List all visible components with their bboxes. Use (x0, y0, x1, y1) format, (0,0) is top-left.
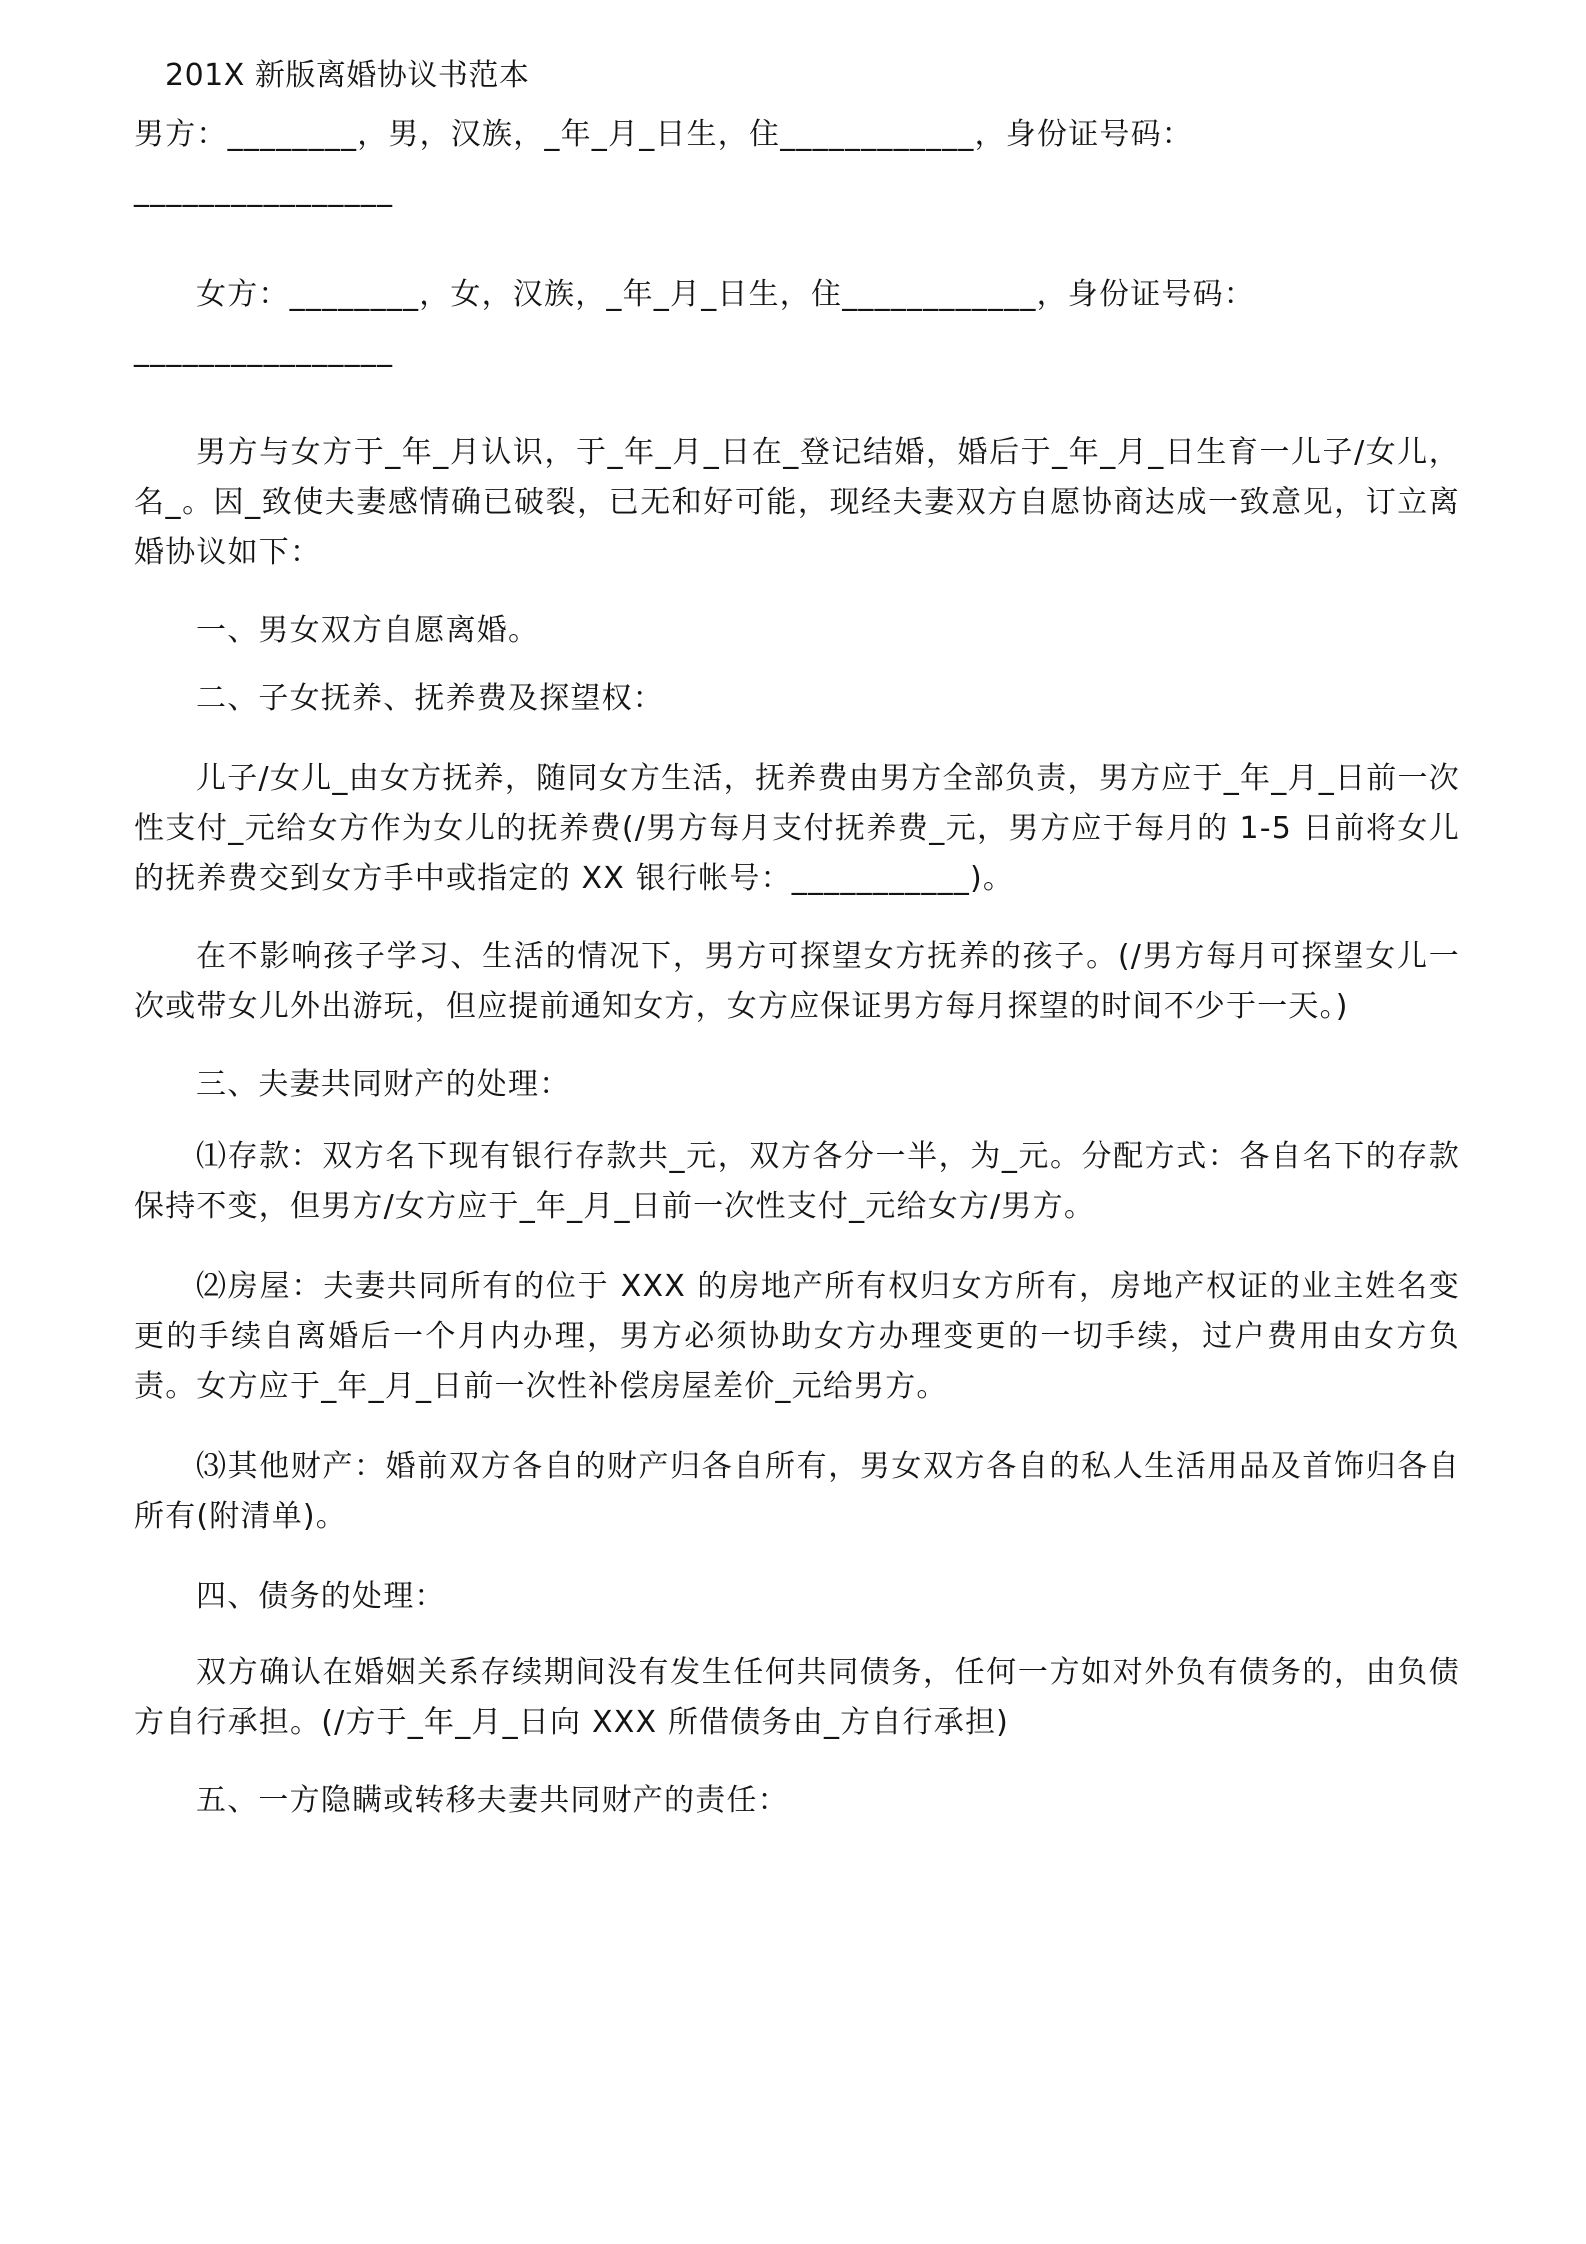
document-title: 201X 新版离婚协议书范本 (165, 58, 530, 93)
section-2-heading: 二、子女抚养、抚养费及探望权： (196, 681, 664, 716)
other-property-paragraph: ⑶其他财产：婚前双方各自的财产归各自所有，男女双方各自的私人生活用品及首饰归各自所有(附清单)。 (134, 1449, 1460, 1534)
child-custody-paragraph: 儿子/女儿_由女方抚养，随同女方生活，抚养费由男方全部负责，男方应于_年_月_日前一次性支付_元给女方作为女儿的抚养费(/男方每月支付抚养费_元，男方应于每月的 1-5 日前将女儿的抚养费交到女方手中或指定的 XX 银行帐号：___________)。 (134, 761, 1460, 896)
debt-paragraph: 双方确认在婚姻关系存续期间没有发生任何共同债务，任何一方如对外负有债务的，由负债方自行承担。(/方于_年_月_日向 XXX 所借债务由_方自行承担) (134, 1655, 1460, 1740)
marriage-background-paragraph: 男方与女方于_年_月认识，于_年_月_日在_登记结婚，婚后于_年_月_日生育一儿子/女儿，名_。因_致使夫妻感情确已破裂，已无和好可能，现经夫妻双方自愿协商达成一致意见，订立离婚协议如下： (134, 435, 1460, 570)
section-5-heading: 五、一方隐瞒或转移夫妻共同财产的责任： (196, 1783, 789, 1818)
husband-id-number-blank: ________________ (134, 173, 394, 208)
document-body (134, 110, 1460, 1826)
housing-paragraph: ⑵房屋：夫妻共同所有的位于 XXX 的房地产所有权归女方所有，房地产权证的业主姓名变更的手续自离婚后一个月内办理，男方必须协助女方办理变更的一切手续，过户费用由女方负责。女方应于_年_月_日前一次性补偿房屋差价_元给男方。 (134, 1269, 1460, 1404)
savings-paragraph: ⑴存款：双方名下现有银行存款共_元，双方各分一半，为_元。分配方式：各自名下的存款保持不变，但男方/女方应于_年_月_日前一次性支付_元给女方/男方。 (134, 1139, 1460, 1224)
wife-id-number-blank: ________________ (134, 333, 394, 368)
wife-info-line: 女方：________，女，汉族，_年_月_日生，住____________，身份证号码： (196, 277, 1255, 312)
section-3-heading: 三、夫妻共同财产的处理： (196, 1067, 571, 1102)
section-4-heading: 四、债务的处理： (196, 1579, 446, 1614)
husband-info-line: 男方：________，男，汉族，_年_月_日生，住____________，身份证号码： (134, 117, 1193, 152)
section-1-heading: 一、男女双方自愿离婚。 (196, 613, 540, 648)
visitation-paragraph: 在不影响孩子学习、生活的情况下，男方可探望女方抚养的孩子。(/男方每月可探望女儿一次或带女儿外出游玩，但应提前通知女方，女方应保证男方每月探望的时间不少于一天。) (134, 939, 1460, 1024)
